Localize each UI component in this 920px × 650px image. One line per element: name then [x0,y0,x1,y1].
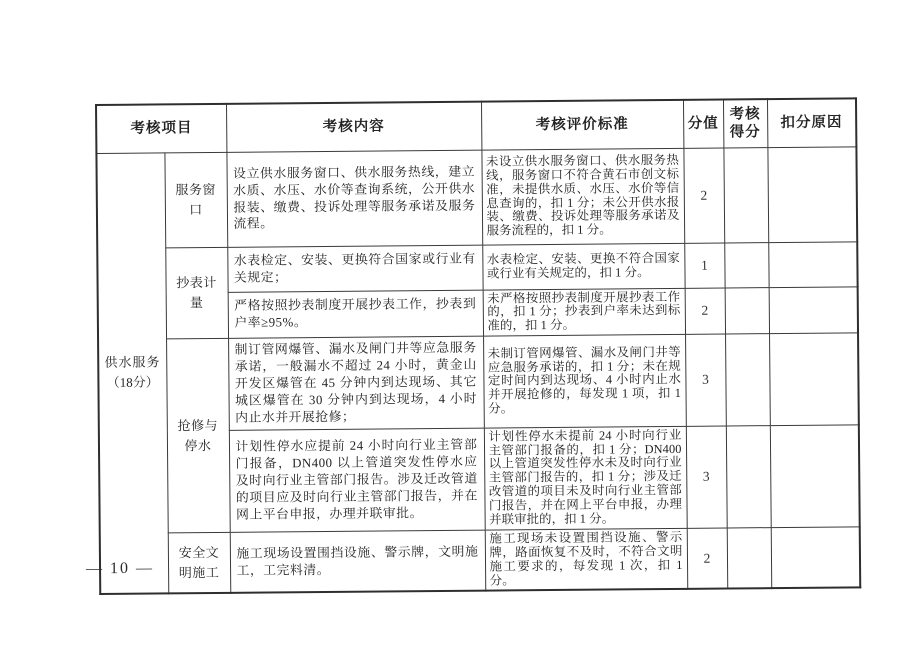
earned-score-cell [727,527,772,588]
item-label-repair-water-stop: 抢修与停水 [166,339,230,533]
deduction-reason-cell [767,146,857,242]
header-evaluation-standard: 考核评价标准 [481,100,683,150]
standard-cell: 未设立供水服务窗口、供水服务热线，服务窗口不符合黄石市创文标准，未提供水质、水压、水价等信息查询的，扣 1 分；未公开供水报装、缴费、投诉处理等服务承诺及服务流程的，扣 1 分。 [481,148,684,245]
deduction-reason-cell [769,333,859,425]
content-cell: 施工现场设置围挡设施、警示牌，文明施工，工完料清。 [230,530,486,593]
standard-cell: 水表检定、安装、更换不符合国家或行业有关规定的，扣 1 分。 [482,243,684,290]
table-row [98,333,859,431]
score-cell: 2 [685,288,725,335]
page-number: — 10 — [85,559,155,578]
content-cell: 设立供水服务窗口、供水服务热线，建立水质、水压、水价等查询系统，公开供水报装、缴费、投诉处理等服务承诺及服务流程。 [226,150,482,247]
item-label-meter-reading: 抄表计量 [165,247,228,339]
table-row [97,241,857,293]
earned-score-cell [724,242,768,287]
header-assessment-item: 考核项目 [96,104,226,153]
score-cell: 2 [687,528,728,589]
table-row [100,527,861,595]
standard-cell: 计划性停水未提前 24 小时向行业主管部门报备的，扣 1 分；DN400 以上管道突发性停水未及时向行业主管部门报告的，扣 1 分；涉及迁改管道的项目未及时向行业主管部门报告，并在网上平台申报，办理并联审批的，扣 1 分。 [484,426,687,530]
content-cell: 计划性停水应提前 24 小时向行业主管部门报备，DN400 以上管道突发性停水应及时向行业主管部门报告。涉及迁改管道的项目应及时向行业主管部门报告，并在网上平台申报，办理并联审批。 [229,428,485,532]
header-deduction-reason: 扣分原因 [767,98,856,147]
category-points: （18分） [106,374,159,391]
earned-score-cell [726,425,771,528]
earned-score-cell [725,334,770,426]
item-label-service-window: 服务窗口 [164,152,227,248]
content-cell: 严格按照抄表制度开展抄表工作，抄表到户率≥95%。 [228,290,483,339]
header-assessment-content: 考核内容 [226,102,481,152]
deduction-reason-cell [769,286,858,333]
content-cell: 水表检定、安装、更换符合国家或行业有关规定； [227,245,482,292]
item-label-civilized-construction: 安全文明施工 [168,532,231,594]
content-cell: 制订管网爆管、漏水及闸门井等应急服务承诺，一般漏水不超过 24 小时，黄金山开发区爆管在 45 分钟内到达现场、其它城区爆管在 30 分钟内到达现场，4 小时内止水并开展抢修； [228,336,484,430]
assessment-table [95,97,861,595]
deduction-reason-cell [768,241,857,287]
category-name: 供水服务 [104,354,161,370]
score-cell: 3 [686,426,727,529]
score-cell: 1 [684,243,724,288]
standard-cell: 施工现场未设置围挡设施、警示牌，路面恢复不及时，不符合文明施工要求的，每发现 1 次，扣 1 分。 [485,528,688,591]
deduction-reason-cell [770,424,860,527]
header-row [96,98,856,153]
scanned-document-sheet [95,97,861,595]
standard-cell: 未严格按照抄表制度开展抄表工作的，扣 1 分；抄表到户率未达到标准的，扣 1 分。 [483,288,685,336]
earned-score-cell [725,287,769,334]
score-cell: 2 [683,148,724,243]
earned-score-cell [723,147,768,242]
header-score-value: 分值 [683,100,723,148]
category-cell [96,152,168,594]
score-cell: 3 [685,334,726,426]
deduction-reason-cell [771,527,861,589]
standard-cell: 未制订管网爆管、漏水及闸门井等应急服务承诺的，扣 1 分；未在规定时间内到达现场、4 小时内止水并开展抢修的，每发现 1 项，扣 1 分。 [483,335,686,428]
table-row [96,146,857,248]
header-earned-score: 考核得分 [723,99,767,147]
